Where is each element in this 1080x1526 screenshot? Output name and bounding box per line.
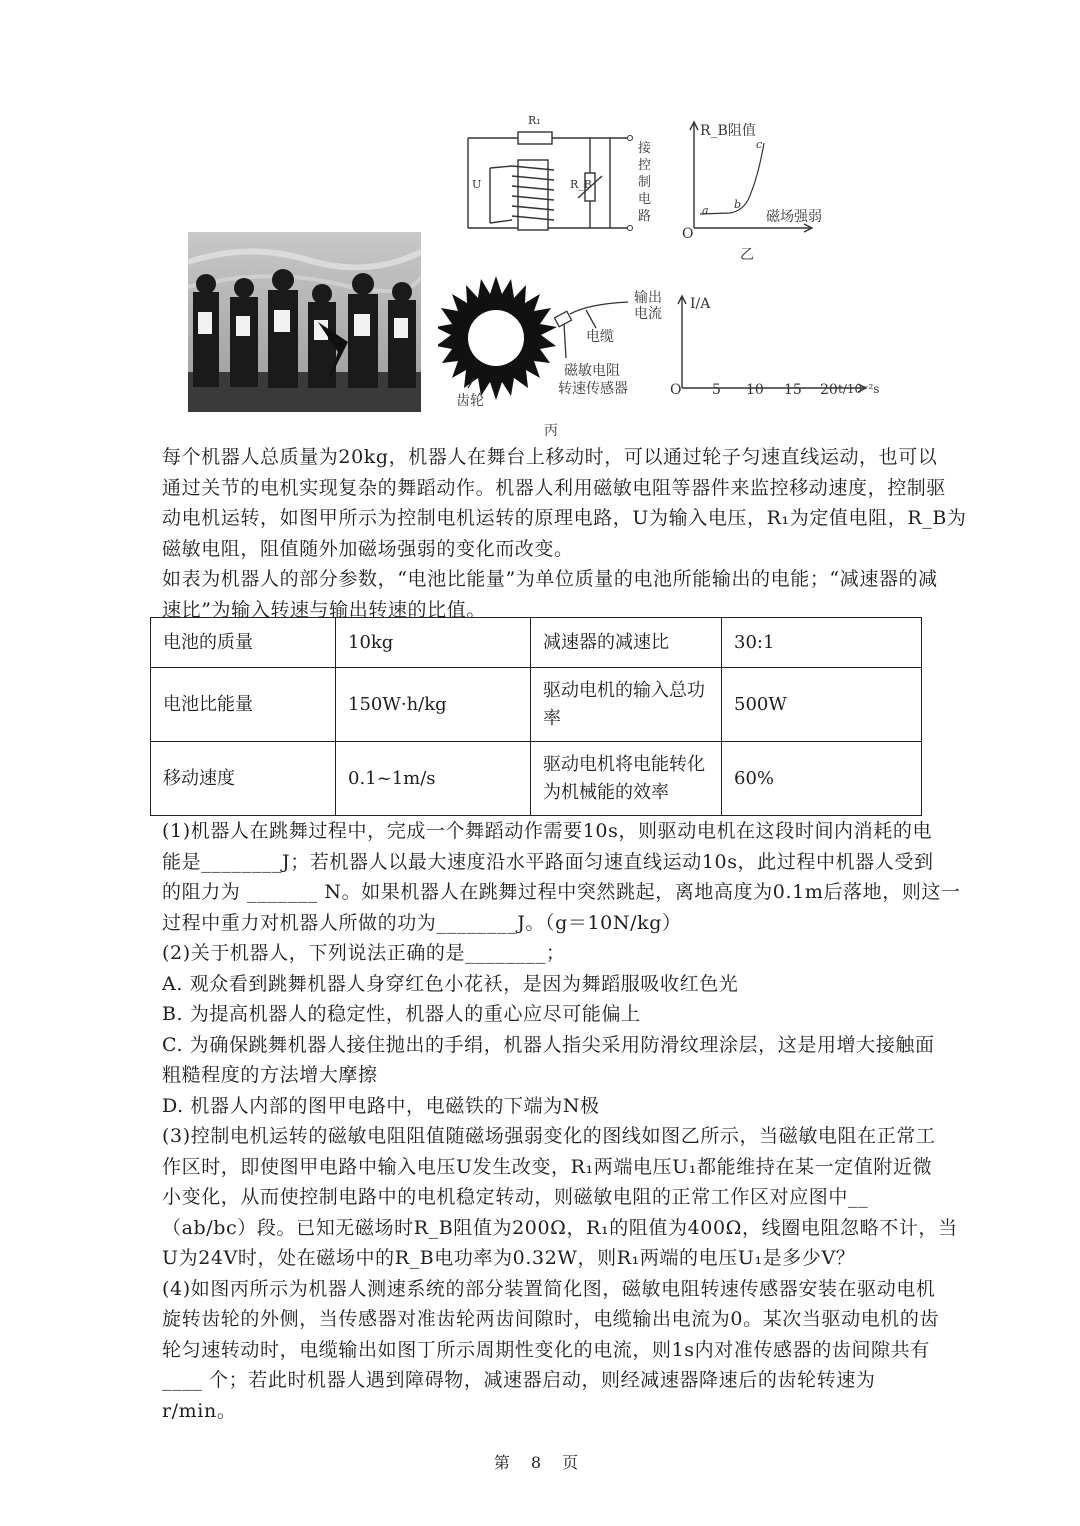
table-cell: 500W [722, 668, 922, 742]
graph-ding-origin: O [670, 382, 682, 398]
table-cell: 驱动电机将电能转化为机械能的效率 [531, 742, 722, 816]
intro-line: 每个机器人总质量为20kg，机器人在舞台上移动时，可以通过轮子匀速直线运动，也可以 [162, 446, 938, 468]
graph-ding [668, 292, 880, 404]
question-line: U为24V时，处在磁场中的R_B电功率为0.32W，则R₁两端的电压U₁是多少V？ [162, 1247, 856, 1269]
page-number: 第 8 页 [493, 1453, 587, 1472]
option-a: A. 观众看到跳舞机器人身穿红色小花袄，是因为舞蹈服吸收红色光 [162, 972, 739, 995]
table-cell: 移动速度 [151, 742, 336, 816]
table-cell: 电池的质量 [151, 618, 336, 668]
table-cell: 150W·h/kg [336, 668, 531, 742]
table-cell: 0.1~1m/s [336, 742, 531, 816]
table-cell: 电池比能量 [151, 668, 336, 742]
question-line: 过程中重力对机器人所做的功为________J。（g＝10N/kg） [162, 911, 682, 934]
gear-caption: 丙 [544, 423, 558, 439]
table-cell: 30:1 [722, 618, 922, 668]
question-line: (1)机器人在跳舞过程中，完成一个舞蹈动作需要10s，则驱动电机在这段时间内消耗的电 [162, 820, 933, 842]
question-line: 小变化，从而使控制电路中的电机稳定转动，则磁敏电阻的正常工作区对应图中__ [162, 1186, 869, 1208]
question-line: ____ 个；若此时机器人遇到障碍物，减速器启动，则经减速器降速后的齿轮转速为 [162, 1369, 876, 1391]
table-cell: 减速器的减速比 [531, 618, 722, 668]
graph-ding-y-axis: I/A [690, 296, 711, 312]
robot-dance-photo [188, 232, 421, 412]
sensor-label-2: 转速传感器 [558, 381, 628, 397]
question-line: 的阻力为 _______ N。如果机器人在跳舞过程中突然跳起，离地高度为0.1m后落地，则这一 [162, 881, 961, 903]
intro-paragraph [162, 442, 967, 625]
question-line: (2)关于机器人，下列说法正确的是________； [162, 942, 566, 964]
graph-yi-y-axis: R_B阻值 [700, 123, 756, 139]
option-d: D. 机器人内部的图甲电路中，电磁铁的下端为N极 [162, 1094, 600, 1117]
graph-yi-origin: O [682, 226, 694, 242]
table-row [151, 618, 922, 668]
intro-line: 磁敏电阻，阻值随外加磁场强弱的变化而改变。 [162, 537, 574, 560]
intro-line: 动电机运转，如图甲所示为控制电机运转的原理电路，U为输入电压，R₁为定值电阻，R_B为 [162, 507, 967, 529]
question-line: (3)控制电机运转的磁敏电阻阻值随磁场强弱变化的图线如图乙所示，当磁敏电阻在正常工 [162, 1125, 936, 1147]
question-line: (4)如图丙所示为机器人测速系统的部分装置简化图，磁敏电阻转速传感器安装在驱动电机 [162, 1277, 936, 1300]
voltage-u-label: U [472, 178, 482, 191]
resistor-r1-label: R₁ [528, 114, 541, 127]
graph-yi-caption: 乙 [740, 247, 754, 263]
table-row [151, 742, 922, 816]
sensor-label-1: 磁敏电阻 [564, 363, 620, 379]
option-c-cont: 粗糙程度的方法增大摩擦 [162, 1064, 378, 1086]
cable-label: 电缆 [586, 329, 614, 345]
graph-yi-point-c: c [756, 138, 763, 151]
option-b: B. 为提高机器人的稳定性，机器人的重心应尽可能偏上 [162, 1003, 641, 1025]
graph-yi-x-axis: 磁场强弱 [766, 209, 822, 225]
question-line: 旋转齿轮的外侧，当传感器对准齿轮两齿间隙时，电缆输出电流为0。某次当驱动电机的齿 [162, 1308, 940, 1330]
control-circuit-label: 接控制电路 [638, 141, 652, 224]
table-cell: 60% [722, 742, 922, 816]
gear-diagram [438, 266, 668, 439]
graph-ding-tick: 15 [784, 382, 802, 398]
graph-yi-point-a: a [702, 204, 709, 217]
resistor-rb-label: R_B [570, 178, 592, 191]
robot-parameters-table [150, 617, 922, 816]
graph-yi [680, 118, 860, 268]
question-line: r/min。 [162, 1399, 237, 1422]
intro-line: 如表为机器人的部分参数，“电池比能量”为单位质量的电池所能输出的电能；“减速器的减 [162, 568, 938, 590]
graph-ding-x-axis: t/10⁻²s [838, 382, 880, 396]
table-cell: 驱动电机的输入总功率 [531, 668, 722, 742]
gear-label: 齿轮 [456, 393, 484, 409]
graph-ding-tick: 10 [746, 382, 764, 398]
intro-line: 速比”为输入转速与输出转速的比值。 [162, 598, 486, 621]
graph-yi-point-b: b [734, 198, 742, 211]
intro-line: 通过关节的电机实现复杂的舞蹈动作。机器人利用磁敏电阻等器件来监控移动速度，控制驱 [162, 476, 947, 499]
table-cell: 10kg [336, 618, 531, 668]
question-line: 轮匀速转动时，电缆输出如图丁所示周期性变化的电流，则1s内对准传感器的齿间隙共有 [162, 1338, 930, 1361]
option-c: C. 为确保跳舞机器人接住抛出的手绢，机器人指尖采用防滑纹理涂层，这是用增大接触面 [162, 1033, 935, 1056]
graph-ding-tick: 20 [820, 382, 838, 398]
graph-ding-tick: 5 [712, 382, 721, 398]
question-line: 能是________J；若机器人以最大速度沿水平路面匀速直线运动10s，此过程中机器人受到 [162, 850, 934, 873]
questions-block [162, 816, 961, 1426]
circuit-diagram [460, 114, 660, 248]
question-line: 作区时，即使图甲电路中输入电压U发生改变，R₁两端电压U₁都能维持在某一定值附近微 [162, 1155, 933, 1178]
table-row [151, 668, 922, 742]
output-current-label: 输出电流 [634, 290, 662, 322]
question-line: （ab/bc）段。已知无磁场时R_B阻值为200Ω，R₁的阻值为400Ω，线圈电阻忽略不计，当 [162, 1216, 958, 1239]
